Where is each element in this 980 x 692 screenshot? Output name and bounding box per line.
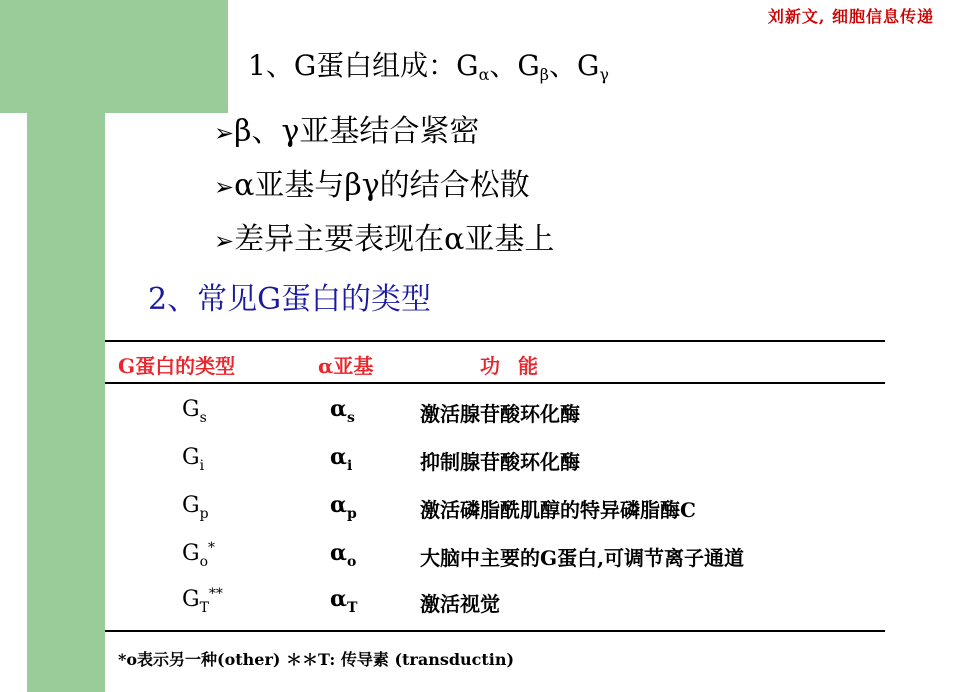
table-row bbox=[0, 492, 980, 538]
bullet-item bbox=[214, 106, 479, 150]
footnote: *o表示另一种(other) ＊＊T: 传导素 (transductin) bbox=[118, 650, 515, 669]
arrow-bullet-icon: ➢ bbox=[214, 173, 235, 201]
title-sep1: 、G bbox=[489, 49, 540, 82]
bullet-text: α亚基与βγ的结合松散 bbox=[234, 168, 530, 203]
table-bottom-rule bbox=[105, 630, 885, 632]
slide-credit: 刘新文, 细胞信息传递 bbox=[767, 7, 934, 26]
protein-function: 大脑中主要的G蛋白,可调节离子通道 bbox=[420, 546, 745, 570]
table-header-rule bbox=[105, 382, 885, 384]
table-row bbox=[0, 444, 980, 490]
protein-type: $G_p$ bbox=[182, 493, 209, 522]
title-gamma: γ bbox=[599, 65, 609, 84]
title-beta: β bbox=[539, 65, 549, 84]
protein-type: $G_s$ bbox=[182, 397, 207, 426]
alpha-subunit: $\alpha_p$ bbox=[330, 492, 357, 522]
decorative-green-bar-top bbox=[0, 0, 228, 113]
table-row bbox=[0, 396, 980, 442]
title-prefix: 1、G蛋白组成：G bbox=[248, 49, 479, 82]
arrow-bullet-icon: ➢ bbox=[214, 119, 235, 147]
table-header-function: 功能 bbox=[480, 354, 556, 378]
bullet-item bbox=[214, 214, 554, 258]
arrow-bullet-icon: ➢ bbox=[214, 227, 235, 255]
protein-function: 激活视觉 bbox=[420, 592, 500, 616]
alpha-subunit: $\alpha_s$ bbox=[330, 396, 355, 426]
table-header-alpha: α亚基 bbox=[318, 354, 374, 378]
alpha-subunit: $\alpha_T$ bbox=[330, 586, 358, 616]
title-alpha: α bbox=[478, 65, 490, 84]
protein-type: $G_o^*$ bbox=[182, 540, 216, 570]
protein-function: 抑制腺苷酸环化酶 bbox=[420, 450, 580, 474]
table-top-rule bbox=[105, 340, 885, 342]
title-sep2: 、G bbox=[549, 49, 600, 82]
alpha-subunit: $\alpha_i$ bbox=[330, 444, 353, 474]
table-row bbox=[0, 540, 980, 586]
bullet-text: 差异主要表现在α亚基上 bbox=[234, 222, 555, 257]
bullet-text: β、γ亚基结合紧密 bbox=[234, 114, 480, 149]
protein-type: $G_T^{**}$ bbox=[182, 586, 223, 616]
slide-title bbox=[248, 44, 609, 84]
protein-type: $G_i$ bbox=[182, 445, 205, 474]
section-title: 2、常见G蛋白的类型 bbox=[148, 282, 432, 317]
table-header-type: G蛋白的类型 bbox=[118, 354, 236, 378]
bullet-item bbox=[214, 160, 530, 204]
protein-function: 激活腺苷酸环化酶 bbox=[420, 402, 580, 426]
alpha-subunit: $\alpha_o$ bbox=[330, 540, 357, 570]
protein-function: 激活磷脂酰肌醇的特异磷脂酶C bbox=[420, 498, 696, 522]
table-row bbox=[0, 586, 980, 632]
